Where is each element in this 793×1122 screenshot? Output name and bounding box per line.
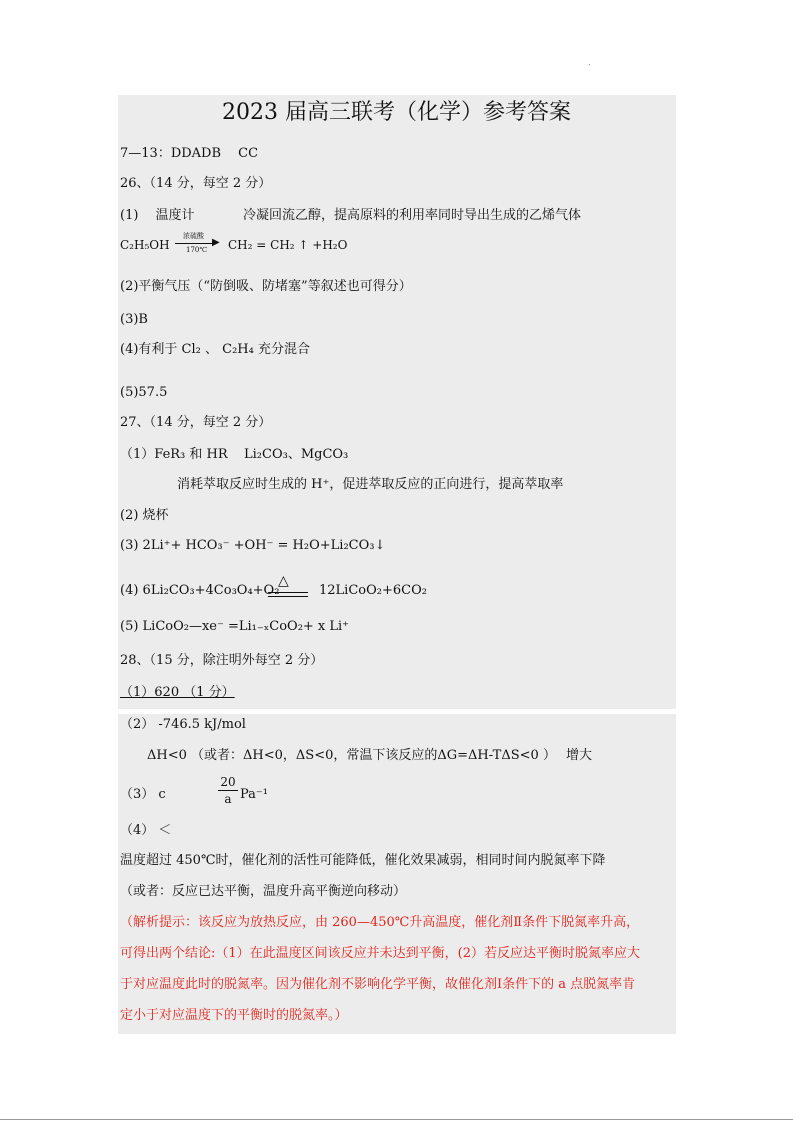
analysis-note-line-2: 可得出两个结论:（1）在此温度区间该反应并未达到平衡，(2）若反应达平衡时脱氮率应大 — [120, 946, 640, 961]
equation-bar-bottom — [268, 596, 308, 597]
fraction-denominator: a — [224, 792, 232, 806]
q28-4-reason: 温度超过 450℃时，催化剂的活性可能降低，催化效果减弱，相同时间内脱氮率下降 — [120, 853, 606, 868]
arrow-head-icon: ▶ — [212, 237, 220, 248]
q27-1-answer-b: Li₂CO₃、MgCO₃ — [244, 447, 349, 462]
fraction-numerator: 20 — [220, 775, 236, 789]
q27-5-equation: (5) LiCoO₂—xe⁻ =Li₁₋ₓCoO₂+ x Li⁺ — [120, 619, 350, 634]
q27-3-equation: (3) 2Li⁺+ HCO₃⁻ +OH⁻ = H₂O+Li₂CO₃↓ — [120, 538, 386, 553]
equation-reactant: C₂H₅OH — [120, 238, 170, 252]
q26-4-answer: (4)有利于 Cl₂ 、 C₂H₄ 充分混合 — [120, 342, 310, 357]
analysis-note-line-4: 定小于对应温度下的平衡时的脱氮率。） — [120, 1008, 348, 1023]
q28-1-answer: （1）620 （1 分） — [120, 685, 235, 700]
page-bottom-rule — [0, 1119, 793, 1120]
heat-condition-icon: △ — [278, 573, 289, 589]
reaction-arrow — [175, 243, 215, 244]
q27-1-explanation: 消耗萃取反应时生成的 H⁺，促进萃取反应的正向进行，提高萃取率 — [177, 477, 564, 492]
q28-2-sign-answer: ΔH<0 （或者：ΔH<0，ΔS<0，常温下该反应的ΔG=ΔH-TΔS<0 ） — [147, 748, 556, 763]
q28-4-alt-reason: （或者：反应已达平衡，温度升高平衡逆向移动） — [120, 884, 407, 899]
q26-1-answer-b: 冷凝回流乙醇，提高原料的利用率同时导出生成的乙烯气体 — [243, 208, 582, 223]
reaction-condition-top: 浓硫酸 — [183, 232, 204, 240]
q28-2-trend-answer: 增大 — [566, 748, 593, 763]
fraction-unit: Pa⁻¹ — [240, 787, 268, 802]
analysis-note-line-1: （解析提示：该反应为放热反应，由 260—450℃升高温度，催化剂Ⅱ条件下脱氮率升高， — [120, 915, 640, 930]
q26-2-answer: (2)平衡气压（“防倒吸、防堵塞”等叙述也可得分） — [120, 279, 412, 294]
fraction-bar — [218, 790, 238, 791]
fraction — [218, 775, 238, 806]
q27-header: 27、（14 分，每空 2 分） — [120, 415, 272, 430]
q27-4-reactants: (4) 6Li₂CO₃+4Co₃O₄+O₂ — [120, 583, 280, 598]
q28-3-answer: （3） c — [120, 787, 166, 802]
equation-product: CH₂ = CH₂ ↑ +H₂O — [228, 238, 348, 252]
q28-2-answer: （2） -746.5 kJ/mol — [120, 717, 246, 732]
q26-3-answer: (3)B — [120, 312, 148, 327]
q26-header: 26、（14 分，每空 2 分） — [120, 176, 272, 191]
reaction-condition-bottom: 170℃ — [186, 246, 208, 254]
q26-1-answer-a: (1) 温度计 — [120, 208, 195, 223]
answer-7-13: 7—13：DDADB CC — [120, 146, 259, 161]
analysis-note-line-3: 于对应温度此时的脱氮率。因为催化剂不影响化学平衡，故催化剂Ⅰ条件下的 a 点脱氮率肯 — [120, 977, 636, 992]
q27-4-products: 12LiCoO₂+6CO₂ — [319, 583, 427, 598]
q27-2-answer: (2) 烧杯 — [120, 508, 169, 523]
equation-bar-top — [268, 592, 308, 593]
q27-1-answer-a: （1）FeR₃ 和 HR — [120, 447, 228, 462]
q28-4-answer: （4） ＜ — [120, 823, 172, 838]
q26-5-answer: (5)57.5 — [120, 385, 168, 400]
q28-header: 28、（15 分，除注明外每空 2 分） — [120, 653, 324, 668]
header-mark: . — [588, 58, 591, 67]
page-title: 2023 届高三联考（化学）参考答案 — [222, 100, 571, 125]
